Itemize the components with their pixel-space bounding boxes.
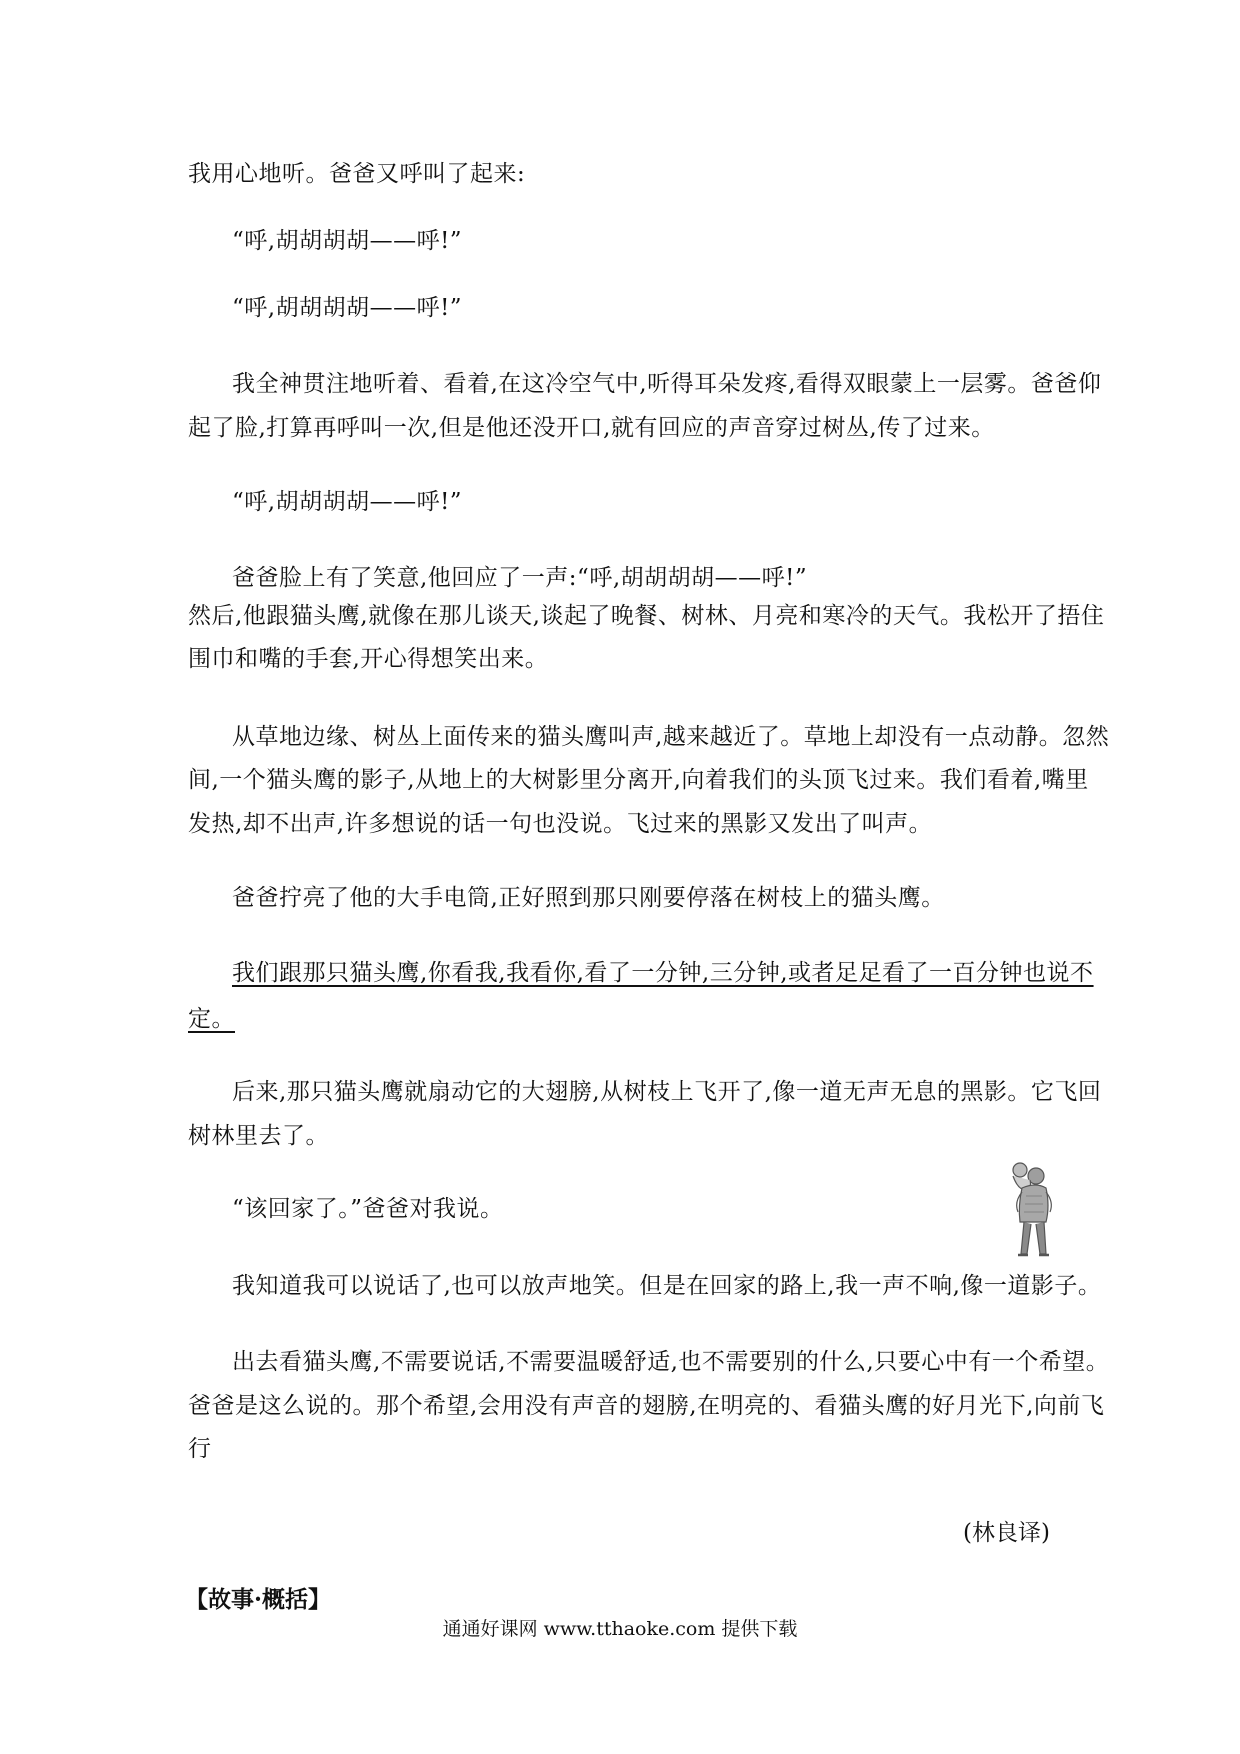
paragraph-line: 爸爸是这么说的。那个希望,会用没有声音的翅膀,在明亮的、看猫头鹰的好月光下,向前飞 [188, 1393, 1105, 1419]
dialogue-line: “呼,胡胡胡胡——呼!” [232, 489, 463, 515]
paragraph-line: 然后,他跟猫头鹰,就像在那儿谈天,谈起了晚餐、树林、月亮和寒冷的天气。我松开了捂住 [188, 603, 1105, 629]
paragraph-line: 起了脸,打算再呼叫一次,但是他还没开口,就有回应的声音穿过树丛,传了过来。 [188, 415, 995, 441]
paragraph-line: 我知道我可以说话了,也可以放声地笑。但是在回家的路上,我一声不响,像一道影子。 [232, 1273, 1102, 1299]
dialogue-line: “该回家了。”爸爸对我说。 [232, 1196, 504, 1222]
translator-attribution: (林良译) [963, 1520, 1050, 1546]
paragraph-line: 行 [188, 1436, 212, 1462]
section-heading: 【故事·概括】 [185, 1586, 332, 1613]
footer-source: 通通好课网 www.tthaoke.com 提供下载 [442, 1618, 798, 1640]
paragraph-line: 出去看猫头鹰,不需要说话,不需要温暖舒适,也不需要别的什么,只要心中有一个希望。 [232, 1349, 1110, 1375]
paragraph-line: 我用心地听。爸爸又呼叫了起来: [188, 161, 526, 187]
underlined-sentence: 我们跟那只猫头鹰,你看我,我看你,看了一分钟,三分钟,或者足足看了一百分钟也说不 [232, 960, 1094, 986]
paragraph-line: 围巾和嘴的手套,开心得想笑出来。 [188, 646, 549, 672]
paragraph-line: 树林里去了。 [188, 1123, 329, 1149]
father-and-child-illustration [996, 1160, 1062, 1262]
paragraph-line: 爸爸拧亮了他的大手电筒,正好照到那只刚要停落在树枝上的猫头鹰。 [232, 885, 945, 911]
paragraph-line: 我全神贯注地听着、看着,在这冷空气中,听得耳朵发疼,看得双眼蒙上一层雾。爸爸仰 [232, 371, 1102, 397]
paragraph-line: 后来,那只猫头鹰就扇动它的大翅膀,从树枝上飞开了,像一道无声无息的黑影。它飞回 [232, 1079, 1102, 1105]
dialogue-line: “呼,胡胡胡胡——呼!” [232, 295, 463, 321]
paragraph-line: 从草地边缘、树丛上面传来的猫头鹰叫声,越来越近了。草地上却没有一点动静。忽然 [232, 724, 1110, 750]
dialogue-line: “呼,胡胡胡胡——呼!” [232, 228, 463, 254]
paragraph-line: 间,一个猫头鹰的影子,从地上的大树影里分离开,向着我们的头顶飞过来。我们看着,嘴里 [188, 767, 1089, 793]
underlined-sentence: 定。 [188, 1006, 235, 1032]
paragraph-line: 爸爸脸上有了笑意,他回应了一声:“呼,胡胡胡胡——呼!” [232, 565, 808, 591]
paragraph-line: 发热,却不出声,许多想说的话一句也没说。飞过来的黑影又发出了叫声。 [188, 811, 933, 837]
